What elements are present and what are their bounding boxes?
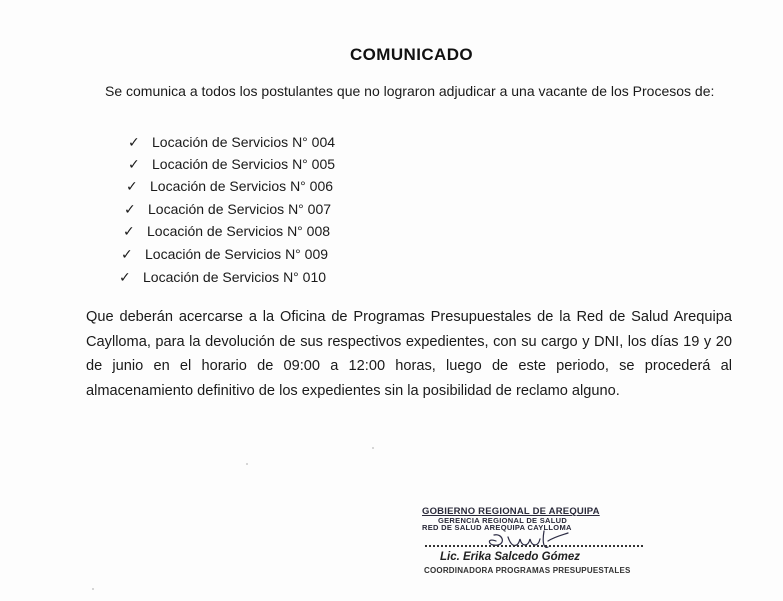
- signatory-name: Lic. Erika Salcedo Gómez: [440, 551, 580, 563]
- service-label: Locación de Servicios N° 005: [152, 156, 336, 172]
- stamp-government-line: GOBIERNO REGIONAL DE AREQUIPA: [422, 506, 600, 517]
- list-item: [128, 156, 335, 173]
- intro-paragraph: Se comunica a todos los postulantes que no lograron adjudicar a una vacante de los Procesos de:: [105, 83, 715, 99]
- list-item: [119, 269, 326, 286]
- checkmark-icon: ✓: [124, 201, 136, 217]
- scan-speck: [372, 447, 374, 449]
- checkmark-icon: ✓: [128, 134, 140, 150]
- checkmark-icon: ✓: [119, 269, 131, 285]
- service-label: Locación de Servicios N° 004: [152, 134, 336, 150]
- body-paragraph: Que deberán acercarse a la Oficina de Programas Presupuestales de la Red de Salud Arequipa Caylloma, para la devolución de sus respectivos expedientes, con su cargo y DNI, los días 19 y 20 de junio en el horario de 09:00 a 12:00 horas, luego de este periodo, se procederá al almacenamiento definitivo de los expedientes sin la posibilidad de reclamo alguno.: [86, 309, 732, 399]
- list-item: [126, 178, 333, 195]
- handwritten-signature: [482, 525, 572, 553]
- list-item: [124, 201, 331, 218]
- stamp-red-line: RED DE SALUD AREQUIPA CAYLLOMA: [422, 523, 572, 532]
- scan-speck: [246, 463, 248, 465]
- service-label: Locación de Servicios N° 007: [148, 201, 332, 217]
- service-label: Locación de Servicios N° 009: [145, 246, 329, 262]
- checkmark-icon: ✓: [121, 246, 133, 262]
- scan-speck: [92, 588, 94, 590]
- signatory-role: COORDINADORA PROGRAMAS PRESUPUESTALES: [424, 566, 631, 575]
- list-item: [123, 223, 330, 240]
- checkmark-icon: ✓: [126, 178, 138, 194]
- service-label: Locación de Servicios N° 006: [150, 178, 334, 194]
- stamp-gerencia-line: GERENCIA REGIONAL DE SALUD: [438, 516, 568, 525]
- service-label: Locación de Servicios N° 008: [147, 223, 331, 239]
- checkmark-icon: ✓: [128, 156, 140, 172]
- checkmark-icon: ✓: [123, 223, 135, 239]
- list-item: [128, 134, 335, 151]
- list-item: [121, 246, 328, 263]
- document-title: COMUNICADO: [350, 45, 473, 64]
- service-label: Locación de Servicios N° 010: [143, 269, 327, 285]
- signature-line: [425, 545, 643, 547]
